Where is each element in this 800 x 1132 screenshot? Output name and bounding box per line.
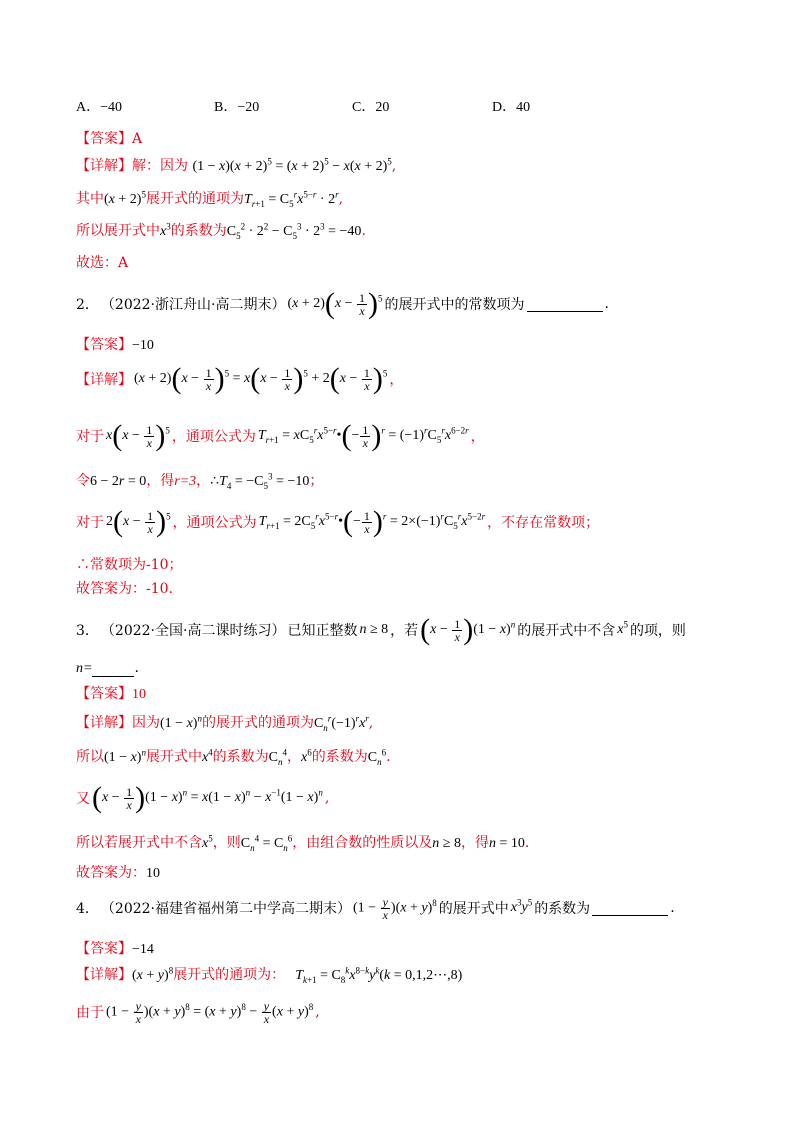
text: 又 — [76, 791, 90, 807]
option-a-value: −40 — [100, 100, 123, 115]
text: 令 — [76, 473, 90, 489]
formula: n = 10 — [488, 836, 525, 851]
q3-answer — [76, 683, 146, 703]
text: 的展开式中不含 — [517, 623, 616, 639]
formula: $C_n^4 = C_n^6$ — [240, 833, 293, 853]
formula: (x + 2)(x − $\frac{1}{x}$ )$^5$ — [287, 287, 383, 320]
option-b-value: −20 — [237, 100, 260, 115]
value: 10 — [146, 866, 160, 881]
formula: 6 − 2r = 0 — [90, 474, 147, 489]
text: 对于 — [76, 515, 104, 531]
formula: n ≥ 8 — [359, 622, 389, 637]
formula: $(1 - x)^n$ — [104, 747, 146, 765]
q2-detail-line3: 令6 − 2r = 0，得r=3，$\therefore T_4 = -C_5^3 = -10$； — [76, 471, 324, 491]
text: ，若 — [390, 623, 419, 639]
formula: $C_n^6$ — [367, 747, 387, 767]
formula: $(x + 2)^5$ — [104, 189, 146, 207]
text: n= — [76, 661, 93, 676]
option-a-label: A． — [76, 100, 101, 115]
q1-detail-line2: 其中$(x + 2)^5$展开式的通项为$T_{r+1} = C_5^rx^{5-r} \cdot 2^r$, — [76, 189, 344, 209]
answer-tag: 【答案】 — [76, 337, 132, 353]
text: 的展开式的通项为 — [201, 715, 314, 731]
formula: $x^3y^5$ — [510, 897, 533, 915]
answer-tag: 【答案】 — [76, 686, 132, 702]
formula: $\therefore T_4 = -C_5^3 = -10$ — [210, 471, 310, 491]
text: 已知正整数 — [287, 623, 358, 639]
text: ，通项公式为 — [172, 515, 257, 531]
answer-value: 10 — [132, 687, 146, 702]
formula: (x − $\frac{1}{x}$ )$(1 - x)^n$ — [420, 613, 516, 646]
stem-tail: 的展开式中的常数项为 — [384, 297, 525, 313]
formula: $C_n^r(-1)^rx^r$ — [313, 713, 369, 733]
text: 因为 — [132, 715, 160, 731]
detail-lead: 解：因为 — [132, 158, 188, 174]
q2-detail-line4 — [76, 500, 599, 544]
text: 故答案为： — [76, 865, 146, 881]
text: 展开式的通项为 — [145, 191, 244, 207]
option-c-value: 20 — [375, 100, 390, 115]
option-d-label: D． — [492, 100, 517, 115]
answer-value: A — [132, 131, 143, 147]
q3-detail-line3: 又 (x − $\frac{1}{x}$ )$(1 - x)^n = x(1 - x)^n - x^{-1}(1 - x)^n$ , — [76, 781, 330, 814]
detail-tag: 【详解】 — [76, 158, 132, 174]
formula: $C_n^4$ — [268, 747, 288, 767]
text: 的展开式中 — [438, 901, 509, 917]
text: 的系数为 — [170, 223, 227, 239]
text: 的系数为 — [311, 749, 368, 765]
text: 由于 — [76, 1005, 104, 1021]
option-a — [76, 96, 122, 116]
text: ，则 — [212, 835, 241, 851]
detail-tag: 【详解】 — [76, 967, 132, 983]
formula: $T_{r+1} = C_5^rx^{5-r} \cdot 2^r$ — [243, 189, 339, 209]
q4-answer — [76, 938, 154, 958]
answer-value: −10 — [132, 338, 154, 353]
question-source: （2022·全国·高二课时练习） — [100, 623, 286, 639]
q3-detail-line4: 所以若展开式中不含$x^5$，则$C_n^4 = C_n^6$，由组合数的性质以及n ≥ 8，得n = 10. — [76, 833, 530, 853]
q3-detail-line1: 【详解】因为$(1 - x)^n$的展开式的通项为$C_n^r(-1)^rx^r$, — [76, 713, 374, 733]
q2-detail-line1: 【详解】 (x + 2)(x − $\frac{1}{x}$ )$^5$ = x(x − $\frac{1}{x}$ )$^5$ + 2(x − $\frac{1}{x}$ )$^5$ ， — [76, 362, 404, 395]
formula: $(1 - x)(x + 2)^5 = (x + 2)^5 - x(x + 2)^5$ — [192, 156, 392, 174]
text: ，通项公式为 — [171, 429, 256, 445]
q2-conclusion: 故答案为：-10. — [76, 581, 173, 597]
formula: x(x − $\frac{1}{x}$ )$^5$ — [106, 419, 170, 452]
question-source: （2022·浙江舟山·高二期末） — [100, 297, 286, 313]
formula: (x − $\frac{1}{x}$ )$(1 - x)^n = x(1 - x)^n - x^{-1}(1 - x)^n$ — [92, 781, 323, 814]
answer-tag: 【答案】 — [76, 131, 132, 147]
q3-detail-line2: 所以$(1 - x)^n$展开式中$x^4$的系数为$C_n^4$，$x^6$的系数为$C_n^6$. — [76, 747, 391, 767]
formula: $x^5$ — [617, 619, 628, 637]
answer-blank — [592, 901, 668, 916]
answer-value: −14 — [132, 942, 154, 957]
q1-detail-line3: 所以展开式中$x^3$的系数为$C_5^2 \cdot 2^2 - C_5^3 \cdot 2^3 = -40$. — [76, 221, 366, 241]
detail-tag: 【详解】 — [76, 715, 132, 731]
answer-tag: 【答案】 — [76, 941, 132, 957]
q1-detail-line1: 【详解】解：因为 $(1 - x)(x + 2)^5 = (x + 2)^5 - x(x + 2)^5$, — [76, 156, 397, 174]
question-source: （2022·福建省福州第二中学高二期末） — [100, 901, 352, 917]
formula: $(1 - x)^n$ — [160, 713, 202, 731]
question-number: 3． — [76, 623, 99, 639]
option-c-label: C． — [352, 100, 376, 115]
formula: $C_5^2 \cdot 2^2 - C_5^3 \cdot 2^3 = -40$ — [226, 221, 362, 241]
formula: $x^6$ — [301, 747, 312, 765]
option-d-value: 40 — [516, 100, 531, 115]
q4-detail-line1 — [76, 964, 462, 984]
option-b — [214, 96, 259, 116]
q3-stem — [76, 608, 686, 652]
option-b-label: B． — [214, 100, 238, 115]
q2-detail-line2: 对于 x(x − $\frac{1}{x}$ )$^5$ ，通项公式为 $T_{r+1}$ = $xC_5^rx^{5-r}•(-$ $\frac{1}{x}$ )$^r = (-1)^rC_5^rx^{6-2r}$ ， — [76, 419, 485, 452]
formula: $T_{r+1}$ = $2C_5^rx^{5-r}•(-$ $\frac{1}{x}$ )$^r = 2\times(-1)^rC_5^rx^{5-2r}$ — [258, 505, 486, 538]
q1-conclusion: 故选：A — [76, 255, 129, 271]
text: 所以展开式中 — [76, 223, 160, 239]
text: ，不存在常数项； — [487, 515, 600, 531]
text: 展开式中 — [145, 749, 202, 765]
question-number: 2． — [76, 297, 99, 313]
q1-answer — [76, 128, 142, 148]
question-number: 4． — [76, 901, 99, 917]
formula: (1 − $\frac{y}{x}$ )$(x + y)^8 = (x + y)^8$ − $\frac{y}{x}$ $(x + y)^8$ — [106, 998, 314, 1026]
answer-blank — [92, 662, 134, 677]
q2-stem: 2． （2022·浙江舟山·高二期末） (x + 2)(x − $\frac{1}{x}$ )$^5$ 的展开式中的常数项为 . — [76, 287, 609, 320]
text: 的系数为 — [212, 749, 269, 765]
text: 其中 — [76, 191, 104, 207]
formula: $x^3$ — [160, 221, 171, 239]
formula: $(x + y)^8$ — [132, 965, 174, 983]
r-value: r=3 — [174, 474, 197, 489]
text: 所以 — [76, 749, 104, 765]
q4-stem: 4． （2022·福建省福州第二中学高二期末） (1 − $\frac{y}{x}$ )$(x + y)^8$ 的展开式中 $x^3y^5$ 的系数为 . — [76, 894, 675, 922]
answer-blank — [527, 297, 603, 312]
q2-answer — [76, 334, 154, 354]
text: 的项，则 — [629, 623, 686, 639]
q3-stem-line2: n= . — [76, 660, 139, 676]
text: ，由组合数的性质以及 — [292, 835, 433, 851]
q4-detail-line2: 由于 (1 − $\frac{y}{x}$ )$(x + y)^8 = (x + y)^8$ − $\frac{y}{x}$ $(x + y)^8$ , — [76, 998, 320, 1026]
formula: n ≥ 8 — [432, 836, 461, 851]
detail-tag: 【详解】 — [76, 372, 132, 388]
formula: $x^4$ — [201, 747, 213, 765]
formula: $T_{r+1}$ = $xC_5^rx^{5-r}•(-$ $\frac{1}{x}$ )$^r = (-1)^rC_5^rx^{6-2r}$ — [257, 419, 469, 452]
formula: (1 − $\frac{y}{x}$ )$(x + y)^8$ — [353, 894, 437, 922]
text: 对于 — [76, 429, 104, 445]
formula: $x^5$ — [202, 833, 213, 851]
formula: (x + 2)(x − $\frac{1}{x}$ )$^5$ = x(x − $\frac{1}{x}$ )$^5$ + 2(x − $\frac{1}{x}$ )$^5$ — [134, 362, 388, 395]
option-d — [492, 96, 530, 116]
q2-summary: ∴常数项为-10； — [76, 557, 183, 573]
q3-conclusion — [76, 862, 160, 882]
text: 展开式的通项为： — [173, 967, 286, 983]
option-c — [352, 96, 389, 116]
text: 的系数为 — [534, 901, 591, 917]
formula: $T_{k+1} = C_8^kx^{8-k}y^k(k$ = 0,1,2⋯,8) — [295, 965, 463, 985]
text: ，得 — [146, 473, 175, 489]
text: ，得 — [460, 835, 489, 851]
text: 所以若展开式中不含 — [76, 835, 202, 851]
formula: 2(x − $\frac{1}{x}$ )$^5$ — [106, 505, 171, 538]
